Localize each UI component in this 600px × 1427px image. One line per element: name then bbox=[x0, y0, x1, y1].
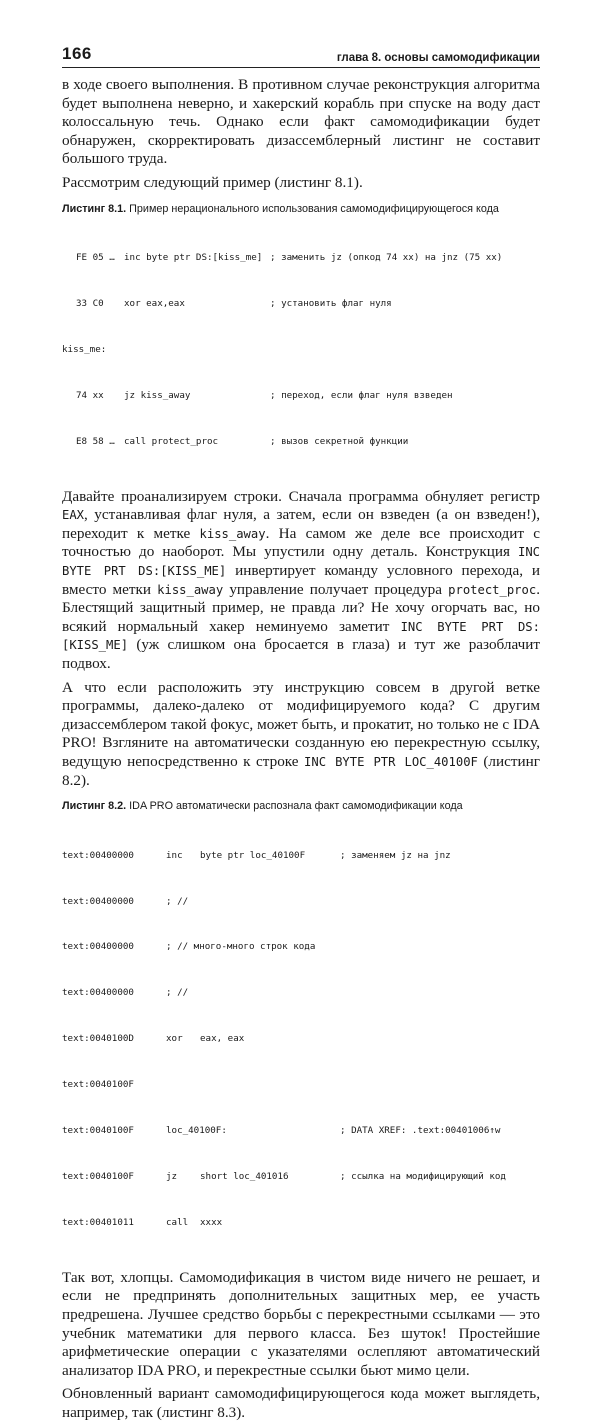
inline-code: protect_proc bbox=[448, 582, 537, 597]
text-run: . На самом же деле все происходит с точностью до наоборот. Мы упустили одну деталь. Конструкция bbox=[62, 524, 540, 561]
listing-8-2-code bbox=[62, 817, 540, 1261]
code-comment: ; вызов секретной функции bbox=[270, 435, 409, 447]
opcode: FE 05 … bbox=[76, 252, 115, 264]
text-run: (уж слишком она бросается в глаза) и тут же разоблачит подвох. bbox=[62, 636, 540, 672]
code-line bbox=[62, 1123, 540, 1138]
code-label-line bbox=[62, 342, 540, 357]
inline-code: INC BYTE PRT DS:[KISS_ME] bbox=[62, 545, 540, 578]
text-run: управление получает процедура bbox=[223, 580, 449, 598]
book-page bbox=[62, 44, 540, 1427]
mnemonic: ; // bbox=[166, 895, 189, 907]
instruction: inc byte ptr DS:[kiss_me] bbox=[124, 252, 263, 264]
mnemonic: jz bbox=[166, 1170, 178, 1182]
code-line bbox=[62, 1169, 540, 1184]
listing-caption: IDA PRO автоматически распознала факт самомодификации кода bbox=[129, 800, 463, 813]
paragraph-4 bbox=[62, 679, 540, 791]
operand: eax, eax bbox=[200, 1033, 245, 1045]
text-run: , устанавливая флаг нуля, а затем, если он взведен (а он взведен!), переходит к метке bbox=[62, 506, 540, 542]
instruction: xor eax,eax bbox=[124, 298, 185, 310]
mnemonic: ; // много-много строк кода bbox=[166, 941, 316, 953]
code-line bbox=[62, 939, 540, 954]
inline-code: kiss_away bbox=[199, 526, 266, 541]
mnemonic: xor bbox=[166, 1033, 183, 1045]
code-line bbox=[62, 1077, 540, 1092]
code-comment: ; заменяем jz на jnz bbox=[340, 849, 451, 861]
address: text:00400000 bbox=[62, 941, 134, 953]
listing-8-1-title bbox=[62, 203, 540, 215]
instruction: jz kiss_away bbox=[124, 389, 191, 401]
address: text:0040100F bbox=[62, 1079, 134, 1091]
mnemonic: ; // bbox=[166, 987, 189, 999]
inline-code: INC BYTE PRT DS:[KISS_ME] bbox=[62, 619, 540, 653]
paragraph-2: Рассмотрим следующий пример (листинг 8.1). bbox=[62, 173, 363, 191]
inline-code: INC BYTE PTR LOC_40100F bbox=[304, 754, 478, 769]
code-label: loc_40100F: bbox=[166, 1125, 227, 1137]
code-comment: ; ссылка на модифицирующий код bbox=[340, 1170, 506, 1182]
code-comment: ; установить флаг нуля bbox=[270, 298, 392, 310]
text-run: . Блестящий защитный пример, не правда ли? Не хочу огорчать вас, но всякий нормальный хакер неминуемо заметит bbox=[62, 580, 540, 635]
code-comment: ; заменить jz (опкод 74 xx) на jnz (75 xx) bbox=[270, 252, 503, 264]
paragraph-1: в ходе своего выполнения. В противном случае реконструкция алгоритма будет выполнена неверно, и хакерский корабль при спуске на воду даст колоссальную течь. Однако если факт самомодификации будет обнаружен, скорректировать дизассемблерный листинг не составит большого труда. bbox=[62, 76, 540, 168]
listing-8-2-title bbox=[62, 800, 540, 812]
mnemonic: call bbox=[166, 1216, 189, 1228]
address: text:0040100F bbox=[62, 1125, 134, 1137]
address: text:0040100D bbox=[62, 1033, 134, 1045]
listing-caption: Пример нерационального использования самомодифицирующегося кода bbox=[129, 202, 499, 215]
code-line bbox=[62, 1031, 540, 1046]
inline-code: EAX bbox=[62, 508, 85, 523]
page-header bbox=[62, 44, 540, 68]
address: text:00400000 bbox=[62, 849, 134, 861]
listing-label: Листинг 8.1. bbox=[62, 202, 127, 215]
operand: short loc_401016 bbox=[200, 1170, 289, 1182]
text-run: Давайте проанализируем строки. Сначала программа обнуляет регистр bbox=[62, 487, 540, 505]
code-label: kiss_me: bbox=[62, 343, 107, 355]
code-line bbox=[62, 250, 540, 265]
address: text:00400000 bbox=[62, 895, 134, 907]
text-run: инвертирует команду условного перехода, и вместо метки bbox=[62, 561, 540, 598]
text-run: А что если расположить эту инструкцию совсем в другой ветке программы, далеко-далеко от модифицируемого кода? С другим дизассемблером такой фокус, может быть, и прокатит, но только не с IDA PRO! Взгляните на автоматически созданную ею перекрестную ссылку, ведущую непосредственно к строке bbox=[62, 678, 540, 770]
inline-code: kiss_away bbox=[157, 582, 224, 597]
code-line bbox=[62, 296, 540, 311]
operand: xxxx bbox=[200, 1216, 223, 1228]
address: text:00400000 bbox=[62, 987, 134, 999]
code-line bbox=[62, 434, 540, 449]
opcode: E8 58 … bbox=[76, 435, 115, 447]
opcode: 33 C0 bbox=[76, 298, 104, 310]
code-comment: ; переход, если флаг нуля взведен bbox=[270, 389, 453, 401]
address: text:0040100F bbox=[62, 1170, 134, 1182]
chapter-title: глава 8. основы самомодификации bbox=[336, 52, 540, 64]
code-comment: ; DATA XREF: .text:00401006↑w bbox=[340, 1125, 501, 1137]
code-line bbox=[62, 985, 540, 1000]
code-line bbox=[62, 1215, 540, 1230]
listing-label: Листинг 8.2. bbox=[62, 800, 127, 813]
paragraph-6: Обновленный вариант самомодифицирующегося кода может выглядеть, например, так (листинг 8.3). bbox=[62, 1385, 540, 1421]
code-line bbox=[62, 848, 540, 863]
listing-8-1-code bbox=[62, 220, 540, 480]
mnemonic: inc bbox=[166, 849, 183, 861]
instruction: call protect_proc bbox=[124, 435, 219, 447]
opcode: 74 xx bbox=[76, 389, 104, 401]
page-number: 166 bbox=[62, 44, 92, 63]
operand: byte ptr loc_40100F bbox=[200, 849, 306, 861]
address: text:00401011 bbox=[62, 1216, 134, 1228]
paragraph-5: Так вот, хлопцы. Самомодификация в чистом виде ничего не решает, и если не предпринять дополнительных защитных мер, ее участь предрешена. Лучшее средство борьбы с перекрестными ссылками — это учебник математики для первого класса. Без шуток! Простейшие арифметические операции с указателями ослепляют автоматический анализатор IDA PRO, и перекрестные ссылки бьют мимо цели. bbox=[62, 1268, 540, 1379]
paragraph-3 bbox=[62, 488, 540, 674]
code-line bbox=[62, 388, 540, 403]
code-line bbox=[62, 894, 540, 909]
text-run: (листинг 8.2). bbox=[62, 752, 540, 789]
